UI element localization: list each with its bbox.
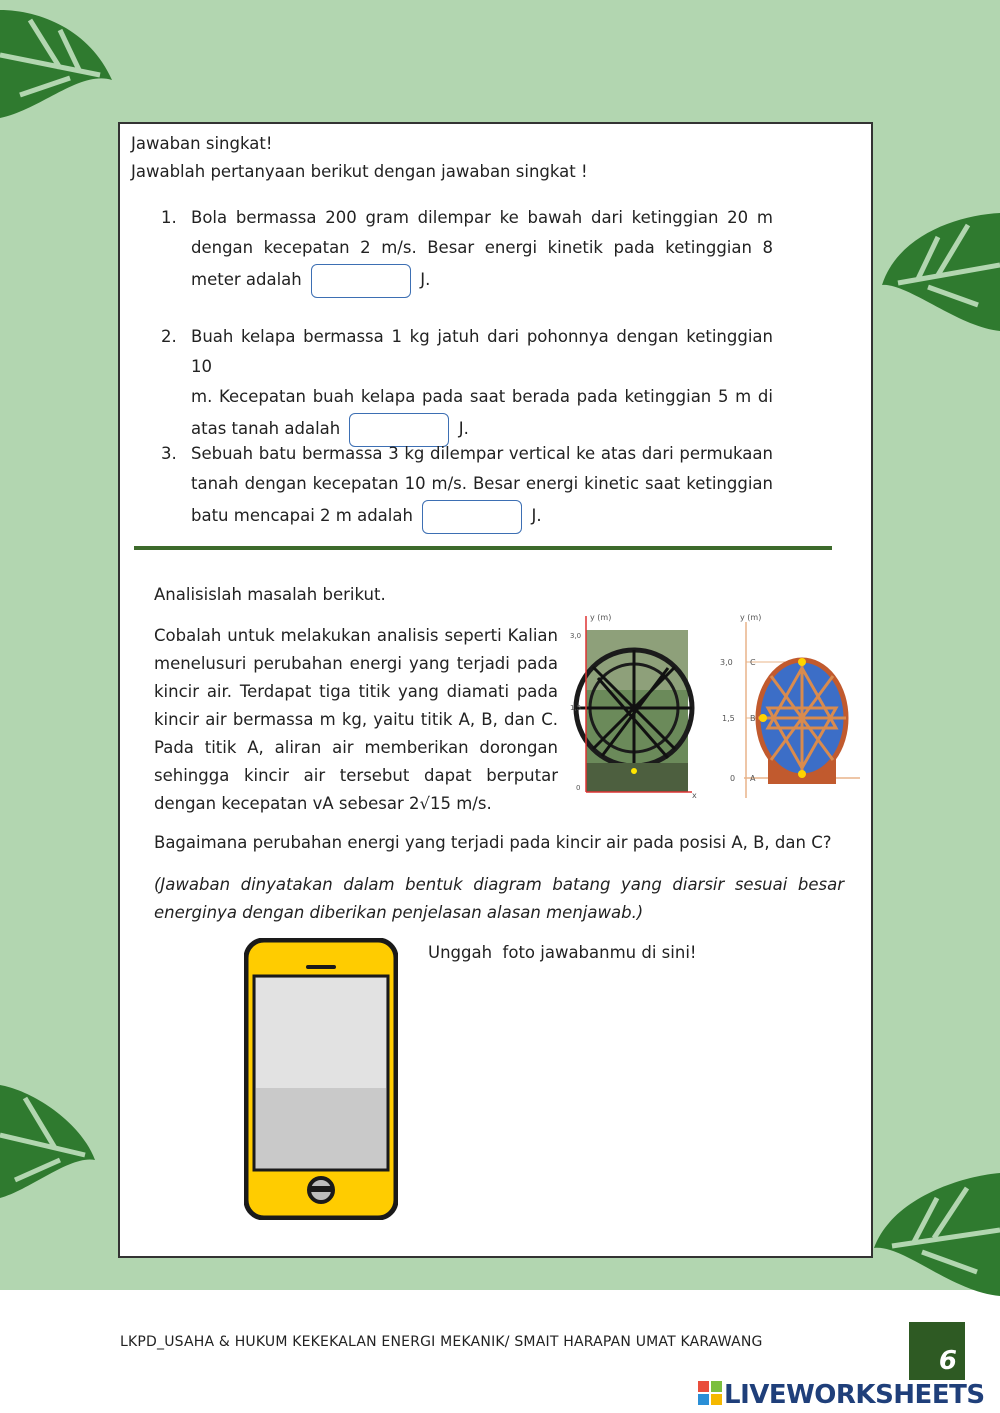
wheel-tick: 0 (730, 774, 736, 783)
monstera-leaf-icon (872, 1168, 1000, 1298)
answer-input-3[interactable] (422, 500, 522, 534)
monstera-leaf-icon (0, 0, 120, 120)
paragraph-line: dengan kecepatan vA sebesar 2√15 m/s. (154, 794, 492, 813)
paragraph-line: kincir air bermassa m kg, yaitu titik A, B, dan C. (154, 710, 558, 729)
unit-label: J. (531, 506, 542, 525)
question-2 (191, 322, 773, 447)
question-line-text: atas tanah adalah (191, 419, 341, 438)
question-line-text: meter adalah (191, 270, 302, 289)
question-line: Bola bermassa 200 gram dilempar ke bawah dari ketinggian 20 m (191, 208, 773, 227)
unit-label: J. (458, 419, 469, 438)
brand-logo[interactable] (698, 1380, 985, 1410)
wheel-point-label: A (750, 774, 756, 783)
question-number: 3. (161, 444, 177, 463)
question-1 (191, 203, 773, 298)
note-line: energinya dengan diberikan penjelasan alasan menjawab.) (154, 903, 644, 922)
photo-tick: 3,0 (570, 632, 582, 640)
analysis-heading: Analisislah masalah berikut. (154, 585, 386, 604)
photo-x-label: x (692, 791, 697, 800)
liveworksheets-logo-icon (698, 1381, 722, 1405)
answer-input-1[interactable] (311, 264, 411, 298)
question-3 (191, 439, 773, 534)
note-line: (Jawaban dinyatakan dalam bentuk diagram batang yang diarsir sesuai besar (154, 875, 844, 894)
question-line-text: batu mencapai 2 m adalah (191, 506, 413, 525)
question-line (191, 499, 773, 534)
question-line: tanah dengan kecepatan 10 m/s. Besar energi kinetic saat ketinggian (191, 474, 773, 493)
question-line: m. Kecepatan buah kelapa pada saat berada pada ketinggian 5 m di (191, 387, 773, 406)
wheel-tick: 1,5 (722, 714, 735, 723)
wheel-point-label: C (750, 658, 756, 667)
monstera-leaf-icon (878, 205, 1000, 335)
upload-label: Unggah foto jawabanmu di sini! (428, 943, 697, 962)
photo-tick: 1,5 (570, 704, 582, 712)
page-number: 6 (909, 1322, 965, 1380)
photo-tick: 0 (576, 784, 581, 792)
question-line: Sebuah batu bermassa 3 kg dilempar vertical ke atas dari permukaan (191, 444, 773, 463)
analysis-question: Bagaimana perubahan energi yang terjadi pada kincir air pada posisi A, B, dan C? (154, 833, 832, 852)
answer-note (154, 871, 844, 927)
question-line: Buah kelapa bermassa 1 kg jatuh dari pohonnya dengan ketinggian 10 (191, 327, 773, 376)
water-wheel-diagram (716, 608, 862, 804)
question-number: 2. (161, 327, 177, 346)
footer-text: LKPD_USAHA & HUKUM KEKEKALAN ENERGI MEKANIK/ SMAIT HARAPAN UMAT KARAWANG (120, 1334, 763, 1350)
photo-y-label: y (m) (590, 613, 612, 622)
wheel-point-label: B (750, 714, 756, 723)
analysis-paragraph (154, 622, 558, 818)
paragraph-line: sehingga kincir air tersebut dapat berputar (154, 766, 558, 785)
paragraph-line: kincir air. Terdapat tiga titik yang diamati pada (154, 682, 558, 701)
section-divider (134, 546, 832, 550)
unit-label: J. (420, 270, 431, 289)
wheel-y-label: y (m) (740, 613, 762, 622)
paragraph-line: Pada titik A, aliran air memberikan dorongan (154, 738, 558, 757)
paragraph-line: Cobalah untuk melakukan analisis seperti Kalian (154, 626, 558, 645)
monstera-leaf-icon (0, 1080, 100, 1200)
question-line: dengan kecepatan 2 m/s. Besar energi kinetik pada ketinggian 8 (191, 238, 773, 257)
wheel-tick: 3,0 (720, 658, 733, 667)
section-instruction: Jawablah pertanyaan berikut dengan jawaban singkat ! (131, 162, 588, 181)
section-heading: Jawaban singkat! (131, 134, 273, 153)
water-wheel-photo (568, 608, 700, 800)
question-number: 1. (161, 208, 177, 227)
question-line (191, 263, 773, 298)
phone-upload-icon[interactable] (244, 938, 398, 1220)
paragraph-line: menelusuri perubahan energi yang terjadi pada (154, 654, 558, 673)
brand-name: LIVEWORKSHEETS (724, 1380, 985, 1410)
